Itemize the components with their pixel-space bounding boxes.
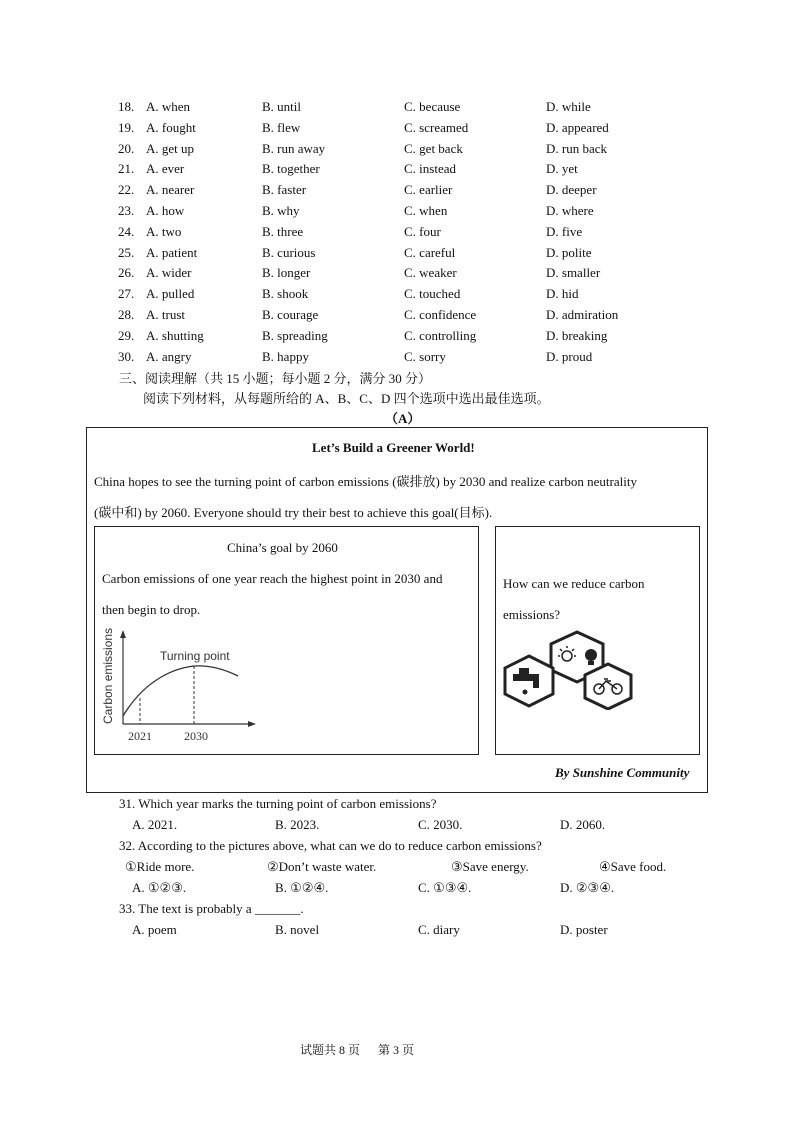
- cloze-item-number: 18.: [118, 99, 135, 114]
- cloze-option-d[interactable]: D. run back: [546, 140, 608, 156]
- cloze-option-a[interactable]: A. get up: [146, 140, 195, 156]
- cloze-option-c[interactable]: C. careful: [404, 244, 456, 260]
- goal-panel-line2: then begin to drop.: [102, 602, 201, 617]
- carbon-emissions-chart: [96, 628, 266, 746]
- cloze-option-b[interactable]: B. three: [262, 223, 304, 239]
- cloze-option-c[interactable]: C. get back: [404, 140, 463, 156]
- cloze-option-d[interactable]: D. smaller: [546, 265, 601, 281]
- cloze-option-c[interactable]: C. sorry: [404, 348, 446, 364]
- poster-intro-line1: China hopes to see the turning point of carbon emissions (碳排放) by 2030 and realize carbon neutrality: [94, 474, 637, 489]
- cloze-option-a[interactable]: A. shutting: [146, 327, 204, 343]
- cloze-option-c[interactable]: C. when: [404, 203, 448, 218]
- q32-option-c[interactable]: C. ①③④.: [418, 880, 472, 895]
- q33-option-c[interactable]: C. diary: [418, 922, 460, 937]
- cloze-option-b[interactable]: B. longer: [262, 265, 311, 281]
- cloze-option-c[interactable]: C. controlling: [404, 327, 477, 343]
- cloze-option-b[interactable]: B. why: [262, 203, 300, 218]
- cloze-option-b[interactable]: B. until: [262, 99, 302, 114]
- question-33-stem: 33. The text is probably a _______.: [119, 901, 304, 916]
- cloze-item-number: 19.: [118, 119, 135, 135]
- question-32-stem: 32. According to the pictures above, what can we do to reduce carbon emissions?: [119, 838, 542, 853]
- cloze-option-a[interactable]: A. how: [146, 203, 185, 218]
- cloze-option-a[interactable]: A. angry: [146, 348, 192, 364]
- cloze-option-a[interactable]: A. wider: [146, 265, 192, 281]
- cloze-item-number: 26.: [118, 265, 135, 281]
- cloze-item-number: 28.: [118, 307, 135, 322]
- cloze-option-b[interactable]: B. courage: [262, 307, 319, 322]
- cloze-option-a[interactable]: A. two: [146, 223, 182, 239]
- cloze-item-number: 21.: [118, 161, 135, 177]
- cloze-option-c[interactable]: C. touched: [404, 286, 461, 302]
- water-tap-icon: [505, 656, 553, 706]
- q32-item-2: ②Don’t waste water.: [267, 859, 377, 874]
- cloze-item-number: 20.: [118, 140, 135, 156]
- cloze-option-d[interactable]: D. yet: [546, 161, 578, 177]
- cloze-option-b[interactable]: B. run away: [262, 140, 326, 156]
- cloze-option-c[interactable]: C. instead: [404, 161, 456, 177]
- cloze-option-a[interactable]: A. fought: [146, 119, 196, 135]
- q33-option-a[interactable]: A. poem: [132, 922, 177, 937]
- cloze-option-a[interactable]: A. ever: [146, 161, 185, 177]
- cloze-item-number: 24.: [118, 223, 135, 239]
- q31-option-c[interactable]: C. 2030.: [418, 817, 463, 832]
- q32-option-b[interactable]: B. ①②④.: [275, 880, 329, 895]
- q32-item-3: ③Save energy.: [451, 859, 529, 874]
- section-instruction: 阅读下列材料，从每题所给的 A、B、C、D 四个选项中选出最佳选项。: [143, 391, 550, 406]
- cloze-option-b[interactable]: B. flew: [262, 119, 301, 135]
- cloze-option-a[interactable]: A. trust: [146, 307, 185, 322]
- q32-item-4: ④Save food.: [599, 859, 667, 874]
- poster-intro-line2: (碳中和) by 2060. Everyone should try their best to achieve this goal(目标).: [94, 505, 493, 520]
- tick-2030: 2030: [184, 729, 208, 743]
- cloze-option-d[interactable]: D. proud: [546, 348, 593, 364]
- cloze-item-number: 29.: [118, 327, 135, 343]
- q33-option-b[interactable]: B. novel: [275, 922, 320, 937]
- cloze-option-b[interactable]: B. spreading: [262, 327, 328, 343]
- cloze-item-number: 22.: [118, 182, 135, 198]
- cloze-option-d[interactable]: D. while: [546, 99, 591, 114]
- cloze-option-c[interactable]: C. screamed: [404, 119, 469, 135]
- goal-panel-title: China’s goal by 2060: [227, 540, 338, 555]
- cloze-option-d[interactable]: D. deeper: [546, 182, 597, 198]
- cloze-option-a[interactable]: A. when: [146, 99, 191, 114]
- q32-option-a[interactable]: A. ①②③.: [132, 880, 187, 895]
- cloze-option-b[interactable]: B. faster: [262, 182, 307, 198]
- section-heading: 三、阅读理解（共 15 小题；每小题 2 分，满分 30 分）: [119, 371, 432, 386]
- footer-total-pages: 试题共 8 页: [300, 1043, 361, 1057]
- cloze-item-number: 30.: [118, 348, 135, 364]
- q32-option-d[interactable]: D. ②③④.: [560, 880, 615, 895]
- cloze-option-b[interactable]: B. shook: [262, 286, 309, 302]
- footer-page-number: 第 3 页: [378, 1043, 415, 1057]
- reduce-panel-line2: emissions?: [503, 607, 561, 622]
- cloze-option-d[interactable]: D. polite: [546, 244, 592, 260]
- cloze-option-c[interactable]: C. earlier: [404, 182, 453, 198]
- cloze-option-c[interactable]: C. because: [404, 99, 461, 114]
- cloze-item-number: 25.: [118, 244, 135, 260]
- cloze-option-c[interactable]: C. four: [404, 223, 441, 239]
- goal-panel-line1: Carbon emissions of one year reach the highest point in 2030 and: [102, 571, 443, 586]
- question-31-stem: 31. Which year marks the turning point of carbon emissions?: [119, 796, 437, 811]
- reduce-panel-line1: How can we reduce carbon: [503, 576, 645, 591]
- cloze-option-b[interactable]: B. curious: [262, 244, 316, 260]
- cloze-option-a[interactable]: A. nearer: [146, 182, 195, 198]
- tick-2021: 2021: [128, 729, 152, 743]
- y-axis-arrow: [120, 630, 126, 638]
- cloze-option-a[interactable]: A. patient: [146, 244, 198, 260]
- poster-byline: By Sunshine Community: [555, 765, 690, 780]
- bicycle-icon: [585, 664, 631, 709]
- cloze-option-d[interactable]: D. where: [546, 203, 594, 218]
- q31-option-b[interactable]: B. 2023.: [275, 817, 320, 832]
- chart-ylabel: Carbon emissions: [101, 628, 115, 724]
- cloze-option-b[interactable]: B. happy: [262, 348, 309, 364]
- poster-title: Let’s Build a Greener World!: [312, 440, 475, 455]
- q31-option-a[interactable]: A. 2021.: [132, 817, 178, 832]
- cloze-option-d[interactable]: D. appeared: [546, 119, 609, 135]
- cloze-option-d[interactable]: D. hid: [546, 286, 579, 302]
- q31-option-d[interactable]: D. 2060.: [560, 817, 606, 832]
- cloze-option-c[interactable]: C. weaker: [404, 265, 457, 281]
- cloze-option-d[interactable]: D. five: [546, 223, 583, 239]
- turning-point-label: Turning point: [160, 649, 230, 663]
- cloze-item-number: 23.: [118, 203, 135, 218]
- q33-option-d[interactable]: D. poster: [560, 922, 608, 937]
- eco-icons: [503, 630, 633, 710]
- passage-label: （A）: [385, 411, 421, 426]
- cloze-option-a[interactable]: A. pulled: [146, 286, 195, 302]
- cloze-option-d[interactable]: D. admiration: [546, 307, 619, 322]
- cloze-option-c[interactable]: C. confidence: [404, 307, 477, 322]
- q32-item-1: ①Ride more.: [125, 859, 195, 874]
- cloze-option-b[interactable]: B. together: [262, 161, 320, 177]
- cloze-item-number: 27.: [118, 286, 135, 302]
- cloze-option-d[interactable]: D. breaking: [546, 327, 608, 343]
- x-axis-arrow: [248, 721, 256, 727]
